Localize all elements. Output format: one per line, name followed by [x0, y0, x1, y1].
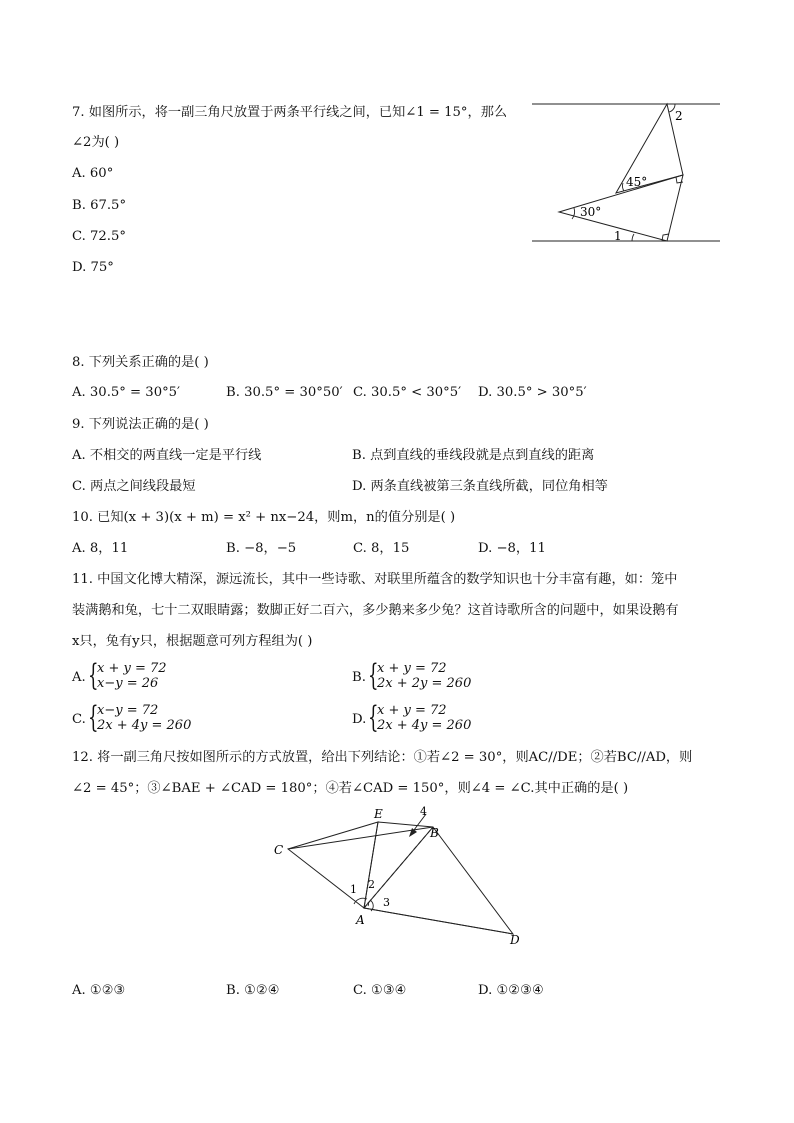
- label-c: C: [274, 843, 284, 857]
- angle45-arc: [622, 183, 624, 191]
- q7-figure: [528, 95, 724, 250]
- q12-option-b: B. ①②④: [226, 983, 280, 998]
- q8-stem: 8. 下列关系正确的是( ): [72, 355, 209, 370]
- triangle-abd: [364, 827, 513, 934]
- angle45-label: 45°: [626, 175, 648, 189]
- q10-option-b: B. −8，−5: [226, 541, 297, 556]
- triangle-ace: [288, 822, 378, 908]
- q11-stem-line3: x只，兔有y只，根据题意可列方程组为( ): [72, 634, 313, 649]
- angle30-label: 30°: [580, 205, 602, 219]
- q12-stem-line2: ∠2 = 45°；③∠BAE + ∠CAD = 180°；④若∠CAD = 150°，则∠4 = ∠C.其中正确的是( ): [72, 781, 629, 796]
- label-1: 1: [350, 883, 357, 896]
- q12-stem-line1: 12. 将一副三角尺按如图所示的方式放置，给出下列结论：①若∠2 = 30°，则AC//DE；②若BC//AD，则: [72, 750, 693, 765]
- q9-option-b: B. 点到直线的垂线段就是点到直线的距离: [352, 448, 595, 463]
- q7-stem-line2: ∠2为( ): [72, 135, 120, 150]
- label-e: E: [374, 807, 383, 821]
- q9-stem: 9. 下列说法正确的是( ): [72, 417, 209, 432]
- q9-option-c: C. 两点之间线段最短: [72, 479, 196, 494]
- q7-option-c: C. 72.5°: [72, 229, 126, 244]
- label-a: A: [356, 913, 365, 927]
- q12-option-d: D. ①②③④: [478, 983, 544, 998]
- segment-ad: [364, 908, 513, 934]
- q11-stem-line2: 装满鹅和兔，七十二双眼睛露；数脚正好二百六，多少鹅来多少兔？这首诗歌所含的问题中，如果设鹅有: [72, 603, 679, 618]
- option-label: C.: [72, 712, 86, 727]
- q12-option-a: A. ①②③: [72, 983, 126, 998]
- equation-1: x + y = 72: [97, 661, 167, 676]
- q10-option-d: D. −8，11: [478, 541, 546, 556]
- q10-option-a: A. 8，11: [72, 541, 129, 556]
- q10-option-c: C. 8，15: [353, 541, 410, 556]
- angle1-arc: [632, 234, 634, 241]
- option-label: D.: [352, 712, 367, 727]
- angle30-arc: [572, 208, 575, 219]
- q7-option-b: B. 67.5°: [72, 198, 127, 213]
- q12-figure: [268, 802, 530, 950]
- q11-option-a: [72, 658, 352, 693]
- system-brace: {: [88, 700, 99, 735]
- q8-option-b: B. 30.5° = 30°50′: [226, 385, 343, 400]
- label-3: 3: [383, 896, 390, 909]
- equation-2: 2x + 4y = 260: [97, 718, 192, 733]
- q7-stem-line1: 7. 如图所示，将一副三角尺放置于两条平行线之间，已知∠1 = 15°，那么: [72, 105, 508, 120]
- system-brace: {: [368, 700, 379, 735]
- q8-option-a: A. 30.5° = 30°5′: [72, 385, 181, 400]
- q11-option-b: [352, 658, 632, 693]
- label-2: 2: [368, 878, 375, 891]
- q7-option-a: A. 60°: [72, 166, 114, 181]
- q11-option-d: [352, 700, 632, 735]
- equation-1: x + y = 72: [377, 703, 447, 718]
- equation-2: 2x + 4y = 260: [377, 718, 472, 733]
- q7-option-d: D. 75°: [72, 260, 114, 275]
- q11-option-c: [72, 700, 352, 735]
- q9-option-d: D. 两条直线被第三条直线所截，同位角相等: [352, 479, 608, 494]
- angle2-label: 2: [675, 109, 683, 123]
- q10-stem: 10. 已知(x + 3)(x + m) = x² + nx−24，则m，n的值分别是( ): [72, 510, 456, 525]
- label-4: 4: [420, 805, 427, 818]
- q9-option-a: A. 不相交的两直线一定是平行线: [72, 448, 262, 463]
- segment-ea: [364, 822, 378, 908]
- label-d: D: [510, 933, 520, 947]
- q12-option-c: C. ①③④: [353, 983, 407, 998]
- q8-option-c: C. 30.5° < 30°5′: [353, 385, 462, 400]
- angle1-label: 1: [614, 229, 622, 243]
- segment-eb: [378, 822, 433, 827]
- equation-1: x + y = 72: [377, 661, 447, 676]
- equation-2: x−y = 26: [97, 676, 159, 691]
- q8-option-d: D. 30.5° > 30°5′: [478, 385, 587, 400]
- option-label: B.: [352, 670, 366, 685]
- label-b: B: [430, 826, 439, 840]
- system-brace: {: [88, 658, 99, 693]
- q11-stem-line1: 11. 中国文化博大精深，源远流长，其中一些诗歌、对联里所蕴含的数学知识也十分丰富有趣，如：笼中: [72, 572, 678, 587]
- equation-2: 2x + 2y = 260: [377, 676, 472, 691]
- option-label: A.: [72, 670, 86, 685]
- system-brace: {: [368, 658, 379, 693]
- equation-1: x−y = 72: [97, 703, 159, 718]
